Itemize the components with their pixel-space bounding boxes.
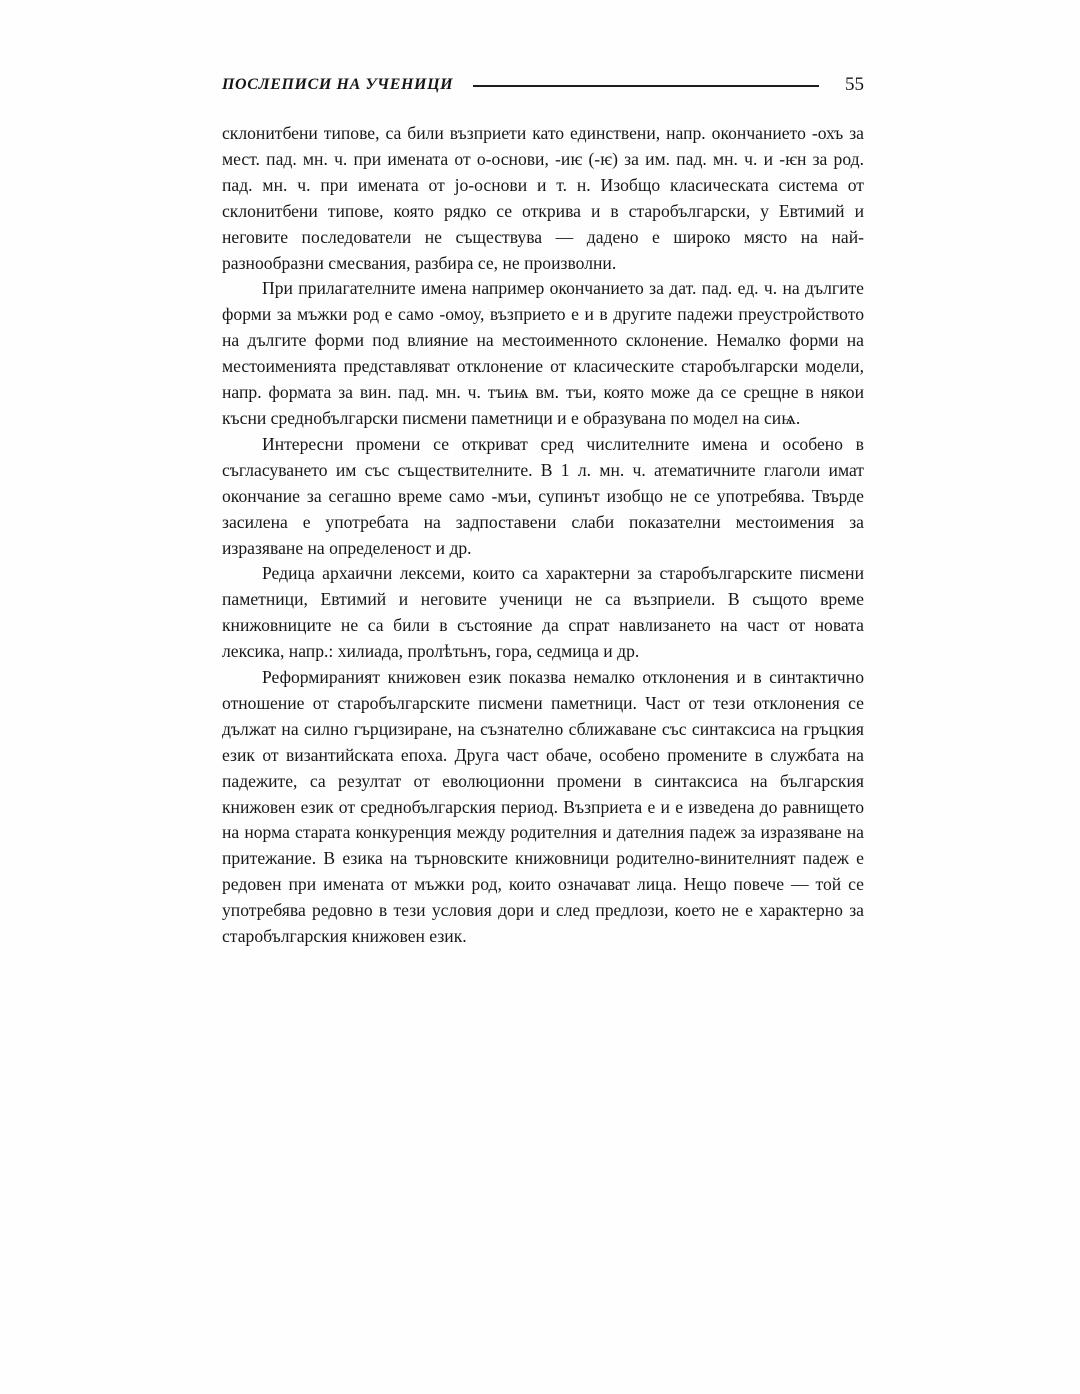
paragraph: Интересни промени се откриват сред числителните имена и особено в съгласуването им със съществителните. В 1 л. мн. ч. атематичните глаголи имат окончание за сегашно време само -мъи, супинът изобщо не се употребява. Твърде засилена е употребата на задпоставени слаби показателни местоимения за изразяване на определеност и др. [222, 433, 864, 558]
paragraph: Редица архаични лексеми, които са характерни за старобългарските писмени паметници, Евтимий и неговите ученици не са възприели. В същото време книжовниците не са били в състояние да спрат навлизането на част от новата лексика, напр.: хилиада, пролѣтьнъ, гора, седмица и др. [222, 563, 864, 662]
page-body [222, 121, 864, 950]
page-number: 55 [845, 74, 864, 95]
paragraph-continuation: склонитбени типове, са били възприети като единствени, напр. окончанието -охъ за мест. пад. мн. ч. при имената от о-основи, -иѥ (-ѥ) за им. пад. мн. ч. и -ѥн за род. пад. мн. ч. при имената от jo-основи и т. н. Изобщо класическата система от склонитбени типове, която рядко се открива и в старобългарски, у Евтимий и неговите последователи не съществува — дадено е широко място на най-разнообразни смесвания, разбира се, не произволни. [222, 123, 864, 273]
running-head [222, 74, 864, 96]
running-head-rule [473, 85, 819, 87]
paragraph: Реформираният книжовен език показва немалко отклонения и в синтактично отношение от старобългарските писмени паметници. Част от тези отклонения се дължат на силно гърцизиране, на съзнателно сближаване със синтаксиса на гръцкия език от византийската епоха. Друга част обаче, особено промените в службата на падежите, са резултат от еволюционни промени в синтаксиса на българския книжовен език от среднобългарския период. Възприета е и е изведена до равнището на норма старата конкуренция между родителния и дателния падеж за изразяване на притежание. В езика на търновските книжовници родително-винителният падеж е редовен при имената от мъжки род, които означават лица. Нещо повече — той се употребява редовно в тези условия дори и след предлози, което не е характерно за старобългарския книжовен език. [222, 667, 864, 947]
running-head-title: ПОСЛЕПИСИ НА УЧЕНИЦИ [222, 76, 454, 93]
paragraph: При прилагателните имена например окончанието за дат. пад. ед. ч. на дългите форми за мъжки род е само -омоу, възприето е и в другите падежи преустройството на дългите форми под влияние на местоименното склонение. Немалко форми на местоименията представляват отклонение от класическите старобългарски модели, напр. формата за вин. пад. мн. ч. тъиѩ вм. тъи, която може да се срещне в някои късни среднобългарски писмени паметници и е образувана по модел на сиѩ. [222, 278, 864, 428]
